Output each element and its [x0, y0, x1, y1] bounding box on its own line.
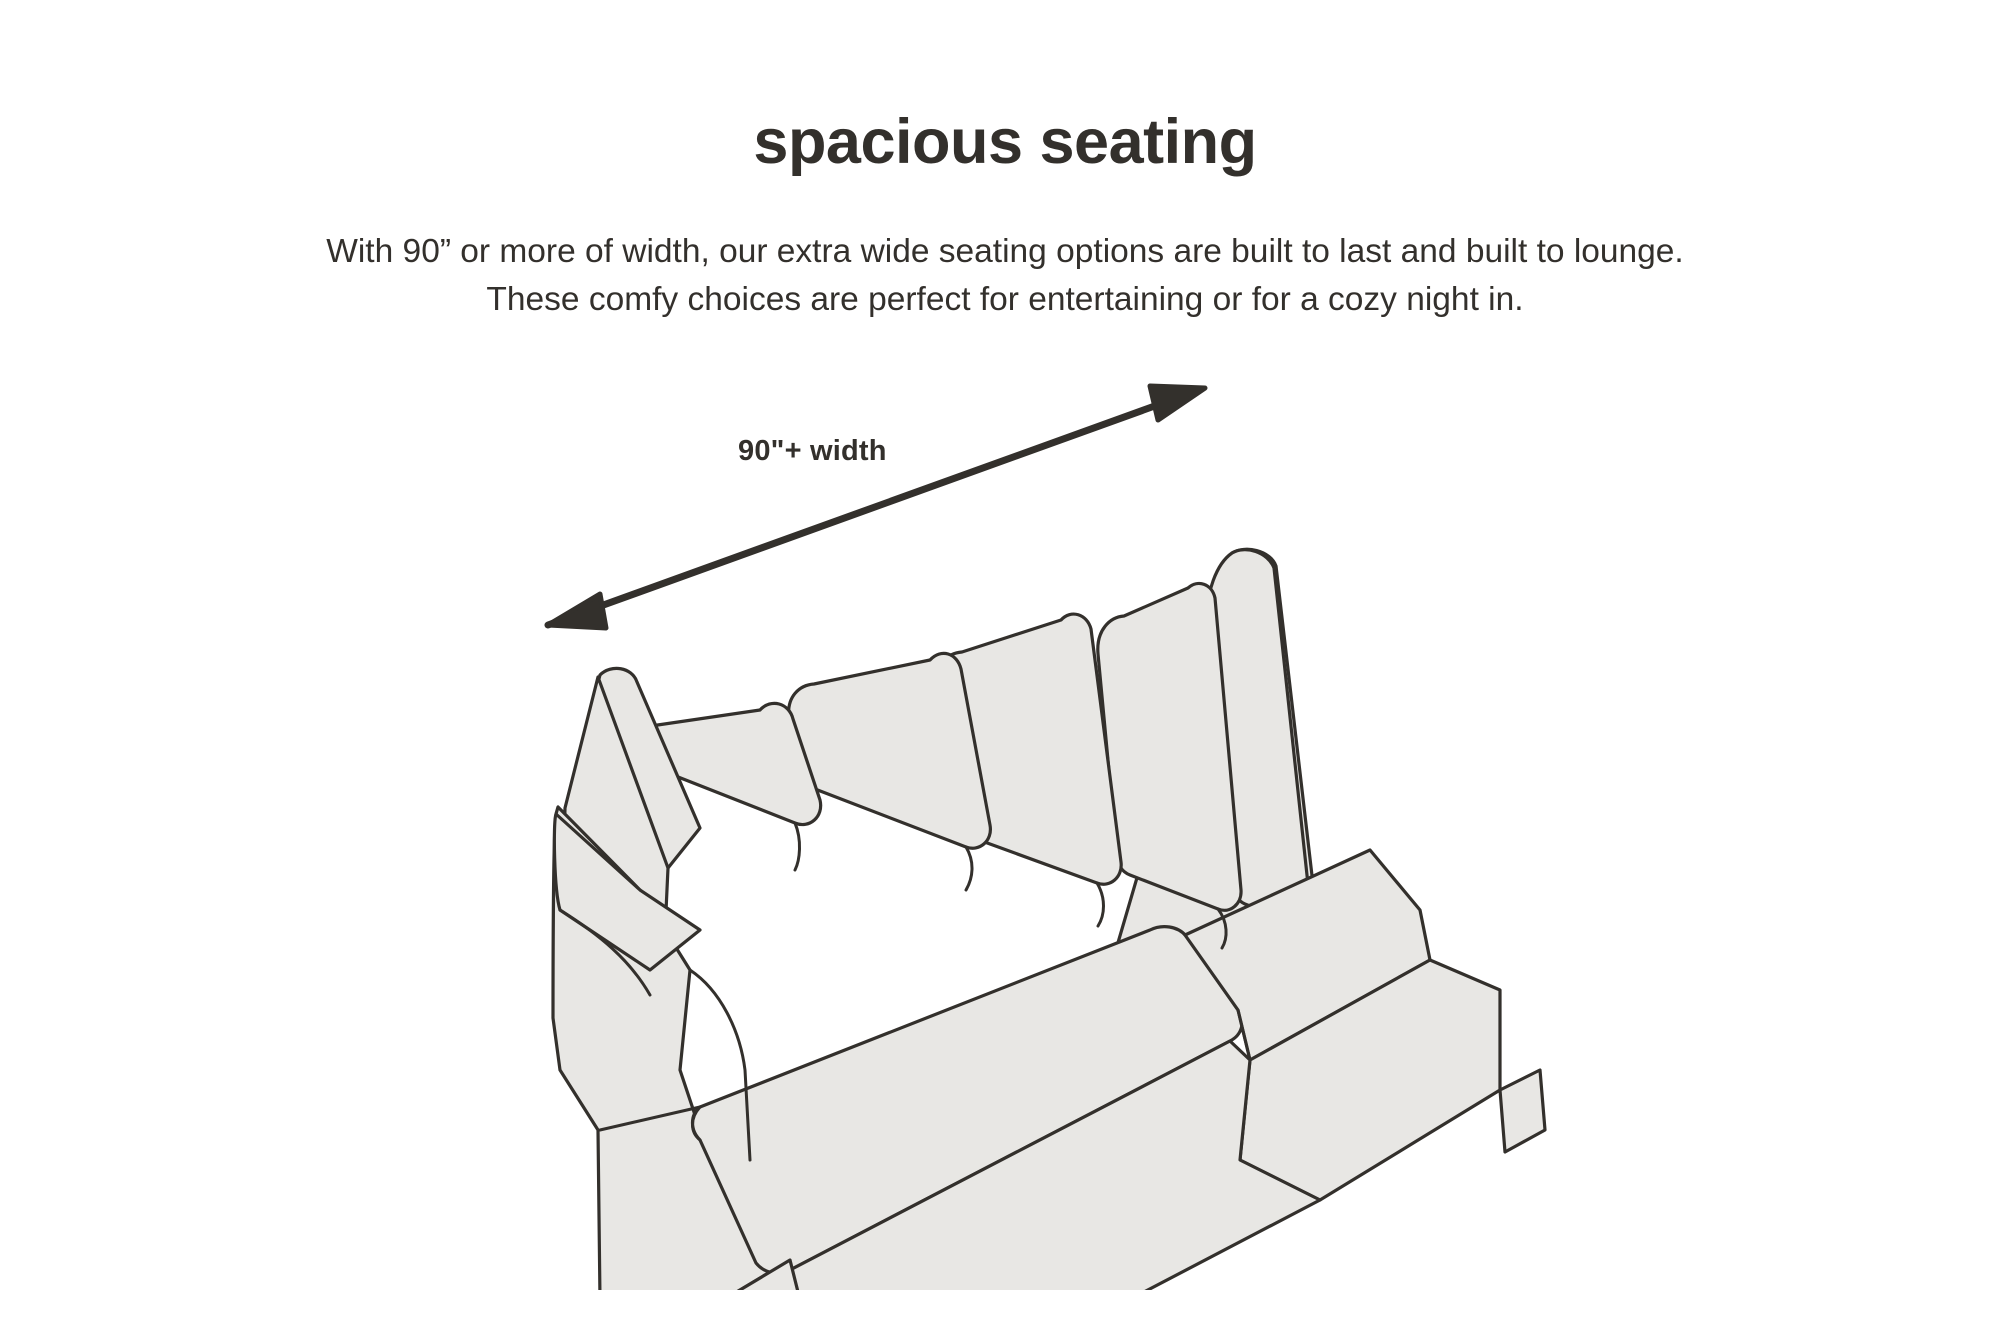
sofa-illustration	[0, 370, 2010, 1290]
back-cushion-mid-left	[789, 653, 991, 848]
sofa-foot-right	[1500, 1070, 1545, 1152]
seam-detail-5	[966, 847, 972, 890]
page-title: spacious seating	[753, 107, 1257, 177]
seam-detail-4	[795, 823, 800, 870]
sofa-line-drawing	[0, 370, 2010, 1290]
seam-detail-6	[1097, 883, 1104, 926]
subtitle-line-2: These comfy choices are perfect for entertaining or for a cozy night in.	[486, 280, 1524, 318]
width-dimension-label: 90"+ width	[738, 435, 887, 467]
double-headed-width-arrow	[548, 386, 1205, 628]
subtitle-block	[195, 228, 1815, 323]
subtitle-line-1: With 90” or more of width, our extra wide seating options are built to last and built to lounge.	[326, 233, 1684, 270]
